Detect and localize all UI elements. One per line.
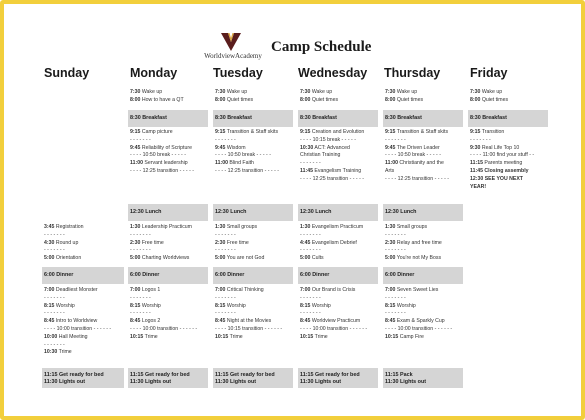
time-label: 10:15 [385, 333, 399, 340]
bar-line: 11:15 Get ready for bed [130, 372, 190, 378]
time-label: 10:15 [300, 333, 314, 340]
schedule-line: 7:30 Wake up [385, 89, 418, 95]
tuesday-dinner-bar: 6:00 Dinner [213, 267, 293, 284]
thursday-breakfast-bar: 8:30 Breakfast [383, 110, 463, 127]
wednesday-lights-bar [298, 368, 378, 388]
schedule-line: - - - - - - - [385, 294, 406, 301]
schedule-line: 11:45 Closing assembly [470, 167, 529, 174]
time-label: 7:30 [130, 89, 141, 95]
chevron-logo-icon [221, 33, 241, 51]
thursday-dinner-bar: 6:00 Dinner [383, 267, 463, 284]
schedule-line: 8:45 Night at the Movies [215, 318, 272, 325]
bar-line: 11:15 Get ready for bed [215, 372, 275, 378]
thursday-wake [385, 89, 463, 105]
schedule-line: 8:00 How to have a QT [130, 96, 184, 103]
schedule-line: 4:45 Evangelism Debrief [300, 239, 357, 246]
schedule-line: 11:00 Servant leadership [130, 160, 188, 167]
friday-morning [470, 129, 548, 191]
schedule-line: 10:15 Camp Fire [385, 333, 424, 340]
monday-breakfast-bar: 8:30 Breakfast [128, 110, 208, 127]
schedule-line: - - - - - - - [300, 310, 321, 317]
time-label: 8:45 [215, 318, 226, 325]
time-label: 4:45 [300, 239, 311, 246]
schedule-line: 8:45 Exam & Sparkly Cup [385, 318, 445, 325]
schedule-line: 1:30 Small groups [215, 224, 258, 230]
time-label: 5:00 [215, 255, 226, 262]
schedule-line: - - - - - - - [215, 310, 236, 317]
time-label: 5:00 [300, 255, 311, 262]
time-label: 10:30 [300, 144, 314, 151]
schedule-line: 1:30 Evangelism Practicum [300, 224, 364, 230]
schedule-line: 7:30 Wake up [300, 89, 333, 95]
schedule-line: - - - - - - - [130, 294, 151, 301]
time-label: 8:45 [44, 318, 55, 325]
schedule-line: 10:00 Hall Meeting [44, 333, 88, 340]
schedule-line: - - - - 10:15 transition - - - - - - [215, 325, 283, 332]
schedule-line: 11:00 Blind Faith [215, 160, 254, 167]
schedule-line: 5:00 You're not My Boss [385, 255, 442, 262]
wednesday-morning [300, 129, 378, 184]
time-label: 11:15 [470, 160, 483, 167]
time-label: 10:00 [44, 333, 58, 340]
tuesday-afternoon [215, 224, 293, 263]
schedule-line: 11:00 Christianity and the [385, 160, 444, 167]
schedule-line: 5:00 You are not God [215, 255, 265, 262]
time-label: 3:45 [44, 224, 55, 230]
time-label: 2:30 [130, 239, 141, 246]
thursday-evening [385, 287, 463, 342]
time-label: 7:00 [130, 287, 141, 293]
schedule-line: - - - - - - - [300, 294, 321, 301]
time-label: 7:30 [300, 89, 311, 95]
thursday-afternoon [385, 224, 463, 263]
time-label: 8:15 [130, 302, 141, 309]
time-label: 9:15 [300, 129, 311, 135]
schedule-line: - - - - - - - [300, 247, 321, 254]
schedule-line: - - - - 10:00 transition - - - - - - [130, 325, 198, 332]
time-label: 8:15 [385, 302, 396, 309]
logo-wordmark: WorldviewAcademy [204, 52, 262, 60]
time-label: 9:15 [130, 129, 141, 135]
wednesday-breakfast-bar: 8:30 Breakfast [298, 110, 378, 127]
time-label: 2:30 [215, 239, 226, 246]
time-label: 8:15 [215, 302, 226, 309]
schedule-line: 5:00 Cults [300, 255, 324, 262]
schedule-line: - - - - - - - [130, 231, 151, 238]
schedule-line: 9:30 Real Life Top 10 [470, 144, 520, 151]
schedule-line: 5:00 Orientation [44, 255, 82, 262]
tuesday-evening [215, 287, 293, 342]
day-header-monday: Monday [130, 66, 178, 80]
time-label: 8:00 [215, 96, 226, 103]
time-label: 1:30 [385, 224, 396, 230]
time-label: 9:30 [470, 144, 481, 151]
sunday-lights-bar [42, 368, 124, 388]
schedule-line: 9:15 Camp picture [130, 129, 173, 135]
schedule-line: 8:00 Quiet times [470, 96, 509, 103]
time-label: 2:30 [385, 239, 396, 246]
schedule-line: 7:30 Wake up [130, 89, 163, 95]
schedule-line: - - - - - - - [130, 310, 151, 317]
day-header-sunday: Sunday [44, 66, 90, 80]
time-label: 7:00 [215, 287, 226, 293]
schedule-line: 10:30 Trime [44, 349, 72, 356]
schedule-line: - - - - - - - [215, 136, 236, 143]
schedule-line: 8:15 Worship [44, 302, 75, 309]
schedule-line: - - - - - - - [300, 160, 321, 167]
schedule-line: - - - - 10:00 transition - - - - - - [385, 325, 453, 332]
monday-morning [130, 129, 208, 176]
schedule-line: 8:00 Quiet times [385, 96, 424, 103]
day-header-tuesday: Tuesday [213, 66, 263, 80]
tuesday-lights-bar [213, 368, 293, 388]
wednesday-lunch-bar: 12:30 Lunch [298, 204, 378, 221]
schedule-line: 8:15 Worship [385, 302, 416, 309]
schedule-line: Christian Training [300, 152, 341, 159]
time-label: 11:45 [470, 167, 483, 174]
schedule-line: 7:00 Seven Sweet Lies [385, 287, 439, 293]
thursday-lights-bar [383, 368, 463, 388]
thursday-lunch-bar: 12:30 Lunch [383, 204, 463, 221]
wednesday-evening [300, 287, 378, 342]
schedule-line: 2:30 Relay and free time [385, 239, 442, 246]
time-label: 8:45 [300, 318, 311, 325]
monday-wake [130, 89, 208, 105]
schedule-line: - - - - - - - [215, 294, 236, 301]
bar-line: 11:15 Pack [385, 372, 413, 378]
schedule-line: - - - - 10:00 transition - - - - - - [44, 325, 112, 332]
schedule-line: 10:15 Trime [300, 333, 328, 340]
time-label: 7:30 [215, 89, 226, 95]
schedule-line: 12:30 SEE YOU NEXT [470, 175, 523, 182]
bar-line: 11:30 Lights out [44, 379, 86, 385]
day-header-friday: Friday [470, 66, 508, 80]
time-label: 8:00 [385, 96, 396, 103]
time-label: 1:30 [300, 224, 311, 230]
schedule-line: 9:15 Transition [470, 129, 505, 135]
sunday-dinner-bar: 6:00 Dinner [42, 267, 124, 284]
bar-line: 11:15 Get ready for bed [300, 372, 360, 378]
worldview-academy-logo [198, 33, 268, 65]
schedule-line: - - - - 12:25 transition - - - - - [385, 175, 449, 182]
time-label: 8:00 [300, 96, 311, 103]
time-label: 7:30 [385, 89, 396, 95]
schedule-line: 8:45 Intro to Worldview [44, 318, 98, 325]
sunday-evening [44, 287, 124, 357]
schedule-line: Arts [385, 167, 395, 174]
schedule-line: 10:15 Trime [130, 333, 158, 340]
time-label: 8:00 [470, 96, 481, 103]
schedule-line: 3:45 Registration [44, 224, 84, 230]
time-label: 7:30 [470, 89, 481, 95]
schedule-line: - - - - 11:00 find your stuff - - [470, 152, 535, 159]
schedule-line: 9:15 Transition & Staff skits [215, 129, 279, 135]
schedule-line: - - - - - - - [130, 247, 151, 254]
schedule-line: 1:30 Small groups [385, 224, 428, 230]
schedule-line: 8:15 Worship [215, 302, 246, 309]
time-label: 4:30 [44, 239, 55, 246]
schedule-line: - - - - - - - [44, 294, 65, 301]
time-label: 5:00 [385, 255, 396, 262]
time-label: 7:00 [44, 287, 55, 293]
monday-afternoon [130, 224, 208, 263]
tuesday-wake [215, 89, 293, 105]
time-label: 8:15 [44, 302, 55, 309]
schedule-line: - - - - - - - [44, 231, 65, 238]
bar-line: 11:30 Lights out [215, 379, 257, 385]
monday-evening [130, 287, 208, 342]
time-label: 1:30 [130, 224, 141, 230]
time-label: 8:45 [130, 318, 141, 325]
schedule-line: 9:45 The Driven Leader [385, 144, 440, 151]
day-header-thursday: Thursday [384, 66, 441, 80]
schedule-line: - - - - - - - [215, 231, 236, 238]
time-label: 9:15 [385, 129, 396, 135]
schedule-line: - - - - - - - [44, 310, 65, 317]
schedule-line: - - - - 12:25 transition - - - - - [130, 167, 194, 174]
schedule-line: - - - - - - - [470, 136, 491, 143]
schedule-line: 7:30 Wake up [470, 89, 503, 95]
schedule-line: - - - - 10:50 break - - - - - [130, 152, 186, 159]
schedule-line: - - - - - - - [44, 341, 65, 348]
schedule-line: - - - - 10:50 break - - - - - [385, 152, 441, 159]
schedule-line: - - - - - - - [300, 231, 321, 238]
schedule-line: - - - - - - - [385, 310, 406, 317]
schedule-line: - - - - - - - [215, 247, 236, 254]
bar-line: 11:30 Lights out [300, 379, 342, 385]
schedule-line: - - - - 10:50 break - - - - - [215, 152, 271, 159]
schedule-line: YEAR! [470, 183, 487, 190]
time-label: 1:30 [215, 224, 226, 230]
schedule-line: - - - - - - - [385, 136, 406, 143]
schedule-line: 8:45 Worldview Practicum [300, 318, 361, 325]
time-label: 9:45 [385, 144, 396, 151]
schedule-line: - - - - - - - [44, 247, 65, 254]
tuesday-breakfast-bar: 8:30 Breakfast [213, 110, 293, 127]
time-label: 11:00 [385, 160, 398, 167]
monday-lunch-bar: 12:30 Lunch [128, 204, 208, 221]
schedule-line: - - - - - - - [385, 231, 406, 238]
schedule-line: 8:45 Logos 2 [130, 318, 161, 325]
day-header-wednesday: Wednesday [298, 66, 368, 80]
monday-lights-bar [128, 368, 208, 388]
schedule-line: - - - - 12:25 transition - - - - - [300, 175, 364, 182]
friday-breakfast-bar: 8:30 Breakfast [468, 110, 548, 127]
wednesday-afternoon [300, 224, 378, 263]
time-label: 9:15 [215, 129, 226, 135]
schedule-line: 7:00 Critical Thinking [215, 287, 264, 293]
monday-dinner-bar: 6:00 Dinner [128, 267, 208, 284]
time-label: 5:00 [130, 255, 141, 262]
thursday-morning [385, 129, 463, 184]
friday-wake [470, 89, 548, 105]
schedule-line: 11:45 Evangelism Training [300, 167, 362, 174]
schedule-line: 1:30 Leadership Practicum [130, 224, 193, 230]
schedule-line: 5:00 Charting Worldviews [130, 255, 190, 262]
time-label: 8:15 [300, 302, 311, 309]
schedule-line: - - - - 10:15 break - - - - - [300, 136, 356, 143]
time-label: 12:30 [470, 175, 484, 182]
schedule-line: 8:15 Worship [300, 302, 331, 309]
time-label: 11:00 [215, 160, 228, 167]
schedule-line: 11:15 Parents meeting [470, 160, 523, 167]
schedule-line: - - - - 12:25 transition - - - - - [215, 167, 279, 174]
time-label: 10:15 [130, 333, 144, 340]
schedule-line: 8:00 Quiet times [215, 96, 254, 103]
tuesday-morning [215, 129, 293, 176]
time-label: 9:45 [215, 144, 226, 151]
schedule-line: 10:30 ACT: Advanced [300, 144, 350, 151]
schedule-line: 7:30 Wake up [215, 89, 248, 95]
schedule-line: - - - - - - - [130, 136, 151, 143]
time-label: 10:15 [215, 333, 229, 340]
sunday-afternoon [44, 224, 124, 263]
wednesday-dinner-bar: 6:00 Dinner [298, 267, 378, 284]
schedule-line: 9:15 Creation and Evolution [300, 129, 365, 135]
time-label: 11:45 [300, 167, 313, 174]
time-label: 9:15 [470, 129, 481, 135]
time-label: 11:00 [130, 160, 143, 167]
schedule-line: 8:15 Worship [130, 302, 161, 309]
time-label: 7:00 [300, 287, 311, 293]
time-label: 5:00 [44, 255, 55, 262]
schedule-line: 10:15 Trime [215, 333, 243, 340]
bar-line: 11:30 Lights out [385, 379, 427, 385]
bar-line: 11:15 Get ready for bed [44, 372, 104, 378]
wednesday-wake [300, 89, 378, 105]
time-label: 8:45 [385, 318, 396, 325]
schedule-line: - - - - - - - [385, 247, 406, 254]
schedule-line: 8:00 Quiet times [300, 96, 339, 103]
schedule-line: 4:30 Round up [44, 239, 79, 246]
schedule-line: 9:45 Reliability of Scripture [130, 144, 192, 151]
schedule-line: 9:45 Wisdom [215, 144, 246, 151]
time-label: 10:30 [44, 349, 58, 356]
schedule-line: 2:30 Free time [215, 239, 249, 246]
time-label: 9:45 [130, 144, 141, 151]
time-label: 7:00 [385, 287, 396, 293]
schedule-line: 2:30 Free time [130, 239, 164, 246]
schedule-line: - - - - 10:00 transition - - - - - - [300, 325, 368, 332]
time-label: 8:00 [130, 96, 141, 103]
schedule-line: 9:15 Transition & Staff skits [385, 129, 449, 135]
schedule-line: 7:00 Our Brand is Crisis [300, 287, 356, 293]
schedule-line: 7:00 Deadliest Monster [44, 287, 98, 293]
schedule-line: 7:00 Logos 1 [130, 287, 161, 293]
bar-line: 11:30 Lights out [130, 379, 172, 385]
tuesday-lunch-bar: 12:30 Lunch [213, 204, 293, 221]
page-title: Camp Schedule [271, 39, 372, 55]
